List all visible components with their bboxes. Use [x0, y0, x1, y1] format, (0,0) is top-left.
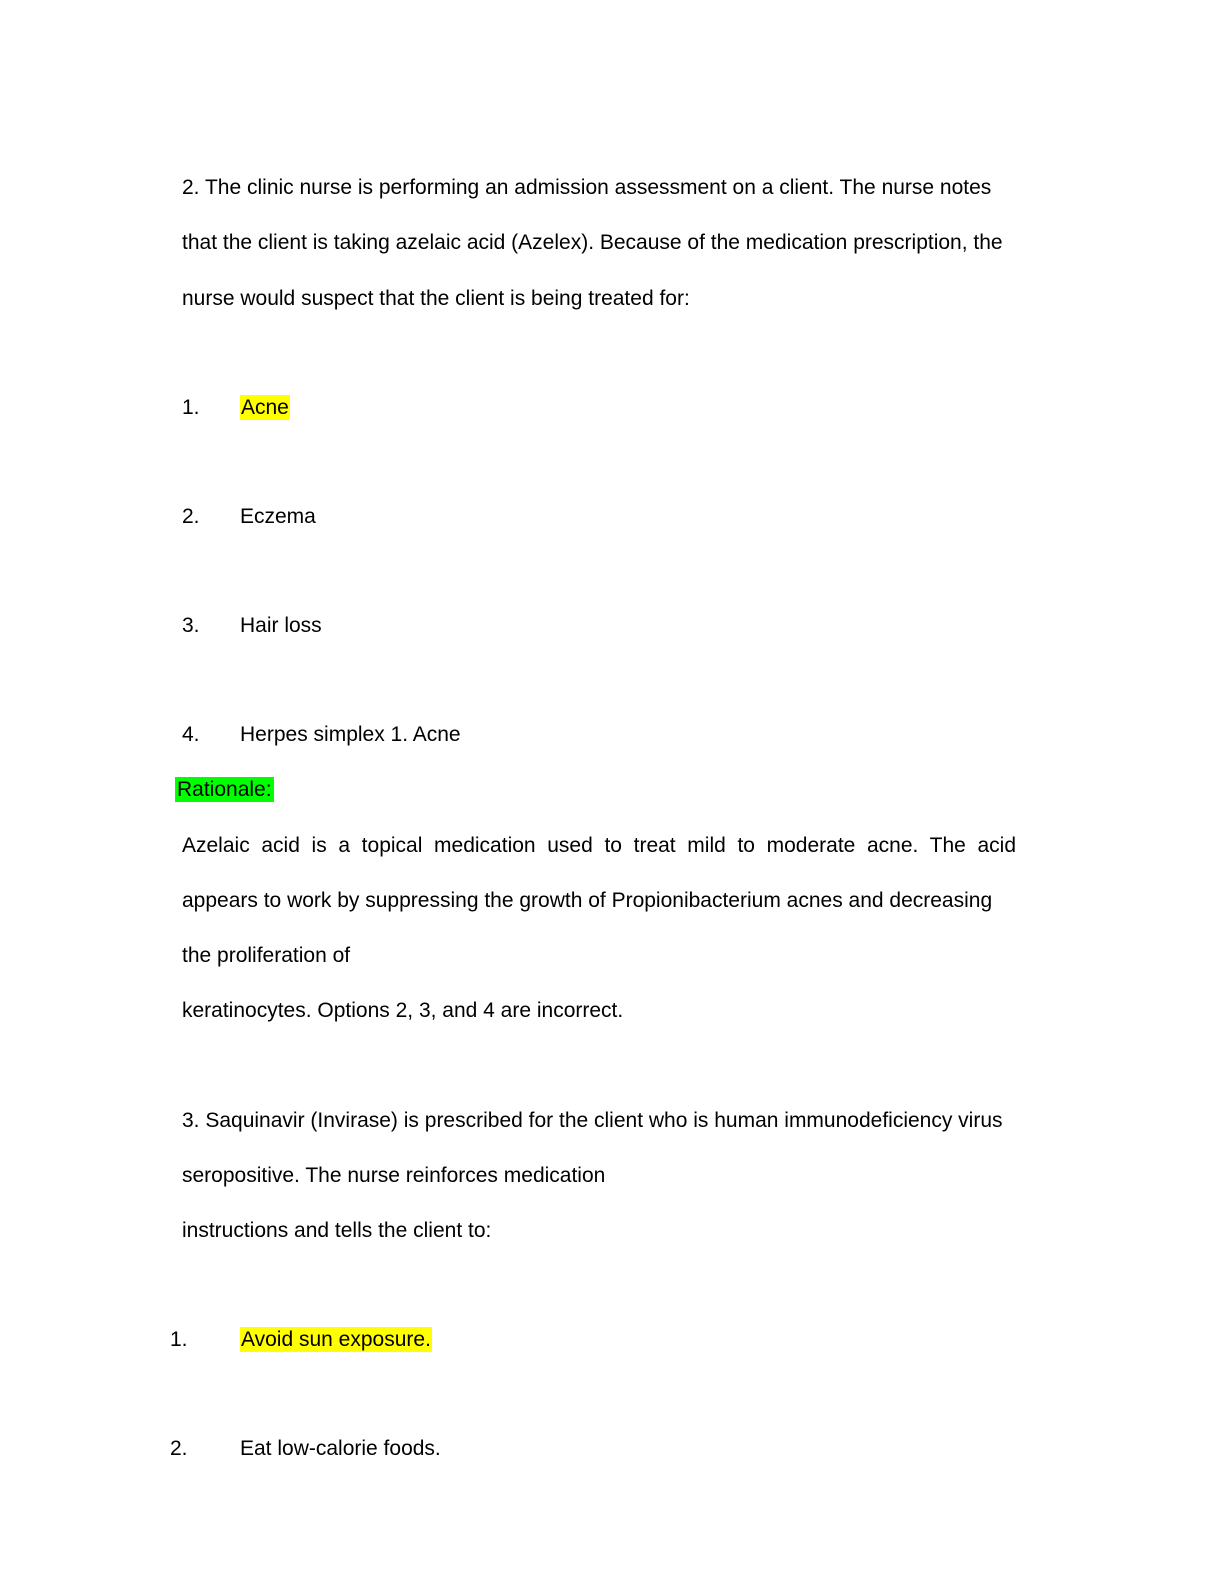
q2-option-4-text: Herpes simplex 1. Acne [240, 723, 461, 746]
rationale-line-2: appears to work by suppressing the growth of Propionibacterium acnes and decreasing [182, 889, 993, 912]
q2-option-1-number: 1. [182, 396, 200, 419]
q3-stem-line-2: seropositive. The nurse reinforces medication [182, 1164, 606, 1187]
correct-answer-highlight: Acne [241, 396, 289, 419]
q3-option-2-text: Eat low-calorie foods. [240, 1437, 441, 1460]
correct-answer-highlight: Avoid sun exposure. [241, 1328, 431, 1351]
rationale-highlight: Rationale: [177, 778, 272, 801]
q2-option-2-text: Eczema [240, 505, 316, 528]
q2-stem-line-1: 2. The clinic nurse is performing an admission assessment on a client. The nurse notes [182, 176, 992, 199]
q2-option-4-number: 4. [182, 723, 200, 746]
q3-option-1-number: 1. [170, 1328, 188, 1351]
rationale-line-3: the proliferation of [182, 944, 351, 967]
rationale-line-4: keratinocytes. Options 2, 3, and 4 are incorrect. [182, 999, 624, 1022]
q2-option-2-number: 2. [182, 505, 200, 528]
q2-option-3-number: 3. [182, 614, 200, 637]
q3-option-1-text [240, 1325, 432, 1355]
q2-option-1-text [240, 393, 290, 423]
q2-stem-line-2: that the client is taking azelaic acid (Azelex). Because of the medication prescription, the [182, 231, 1003, 254]
q3-stem-line-1: 3. Saquinavir (Invirase) is prescribed for the client who is human immunodeficiency virus [182, 1109, 1003, 1132]
rationale-line-1: Azelaic acid is a topical medication used to treat mild to moderate acne. The acid [182, 834, 1016, 857]
q3-option-2-number: 2. [170, 1437, 188, 1460]
q3-stem-line-3: instructions and tells the client to: [182, 1219, 492, 1242]
q2-option-3-text: Hair loss [240, 614, 322, 637]
q2-stem-line-3: nurse would suspect that the client is being treated for: [182, 287, 690, 310]
rationale-label [175, 775, 274, 805]
